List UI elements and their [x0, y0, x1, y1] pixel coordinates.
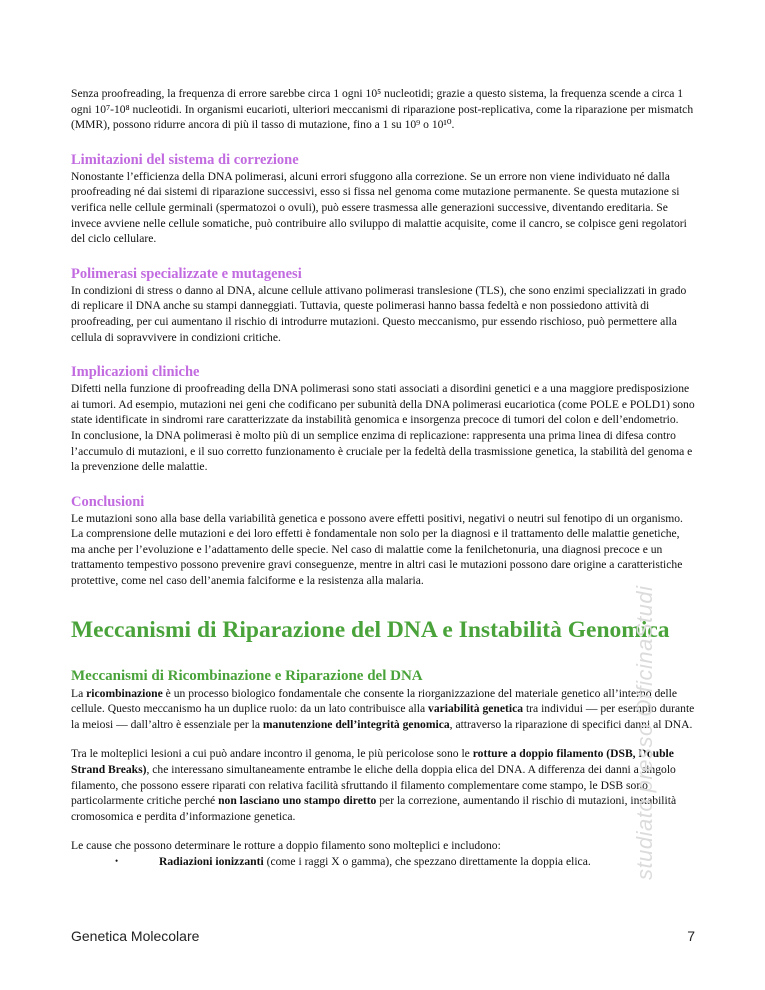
section-body-conclusioni: Le mutazioni sono alla base della variabilità genetica e possono avere effetti positivi, negativi o neutri sul fenotipo di un organismo. La comprensione delle mutazioni e dei loro effetti è fondamentale non solo per la diagnosi e il trattamento delle malattie genetiche, ma anche per l’evoluzione e l’adattamento delle specie. Nel caso di malattie come la fenilchetonuria, una diagnosi precoce e un trattamento tempestivo possono prevenire gravi conseguenze, mentre in altri casi le mutazioni possono dare origine a caratteristiche protettive, come nel caso dell’anemia falciforme e la resistenza alla malaria.: [71, 511, 683, 588]
chapter-paragraph-cause: Le cause che possono determinare le rotture a doppio filamento sono molteplici e includono:: [71, 839, 501, 853]
section-body-polimerasi: In condizioni di stress o danno al DNA, alcune cellule attivano polimerasi translesione (TLS), che sono enzimi specializzati in grado di replicare il DNA anche su stampi danneggiati. Tuttavia, queste polimerasi hanno bassa fedeltà e non possiedono attività di proofreading, per cui aumentano il rischio di introdurre mutazioni. Questo meccanismo, pur essendo rischioso, può permettere alla cellula di sopravvivere in condizioni critiche.: [71, 283, 687, 344]
page-footer: [71, 928, 695, 944]
section-title-polimerasi: Polimerasi specializzate e mutagenesi: [71, 265, 302, 282]
list-item: [115, 854, 695, 870]
footer-title: Genetica Molecolare: [71, 928, 200, 944]
intro-paragraph: Senza proofreading, la frequenza di errore sarebbe circa 1 ogni 10⁵ nucleotidi; grazie a questo sistema, la frequenza scende a circa 1 ogni 10⁷-10⁸ nucleotidi. In organismi eucarioti, ulteriori meccanismi di riparazione post-replicativa, come la riparazione per mismatch (MMR), possono ridurre ancora di più il tasso di mutazione, fino a 1 su 10⁹ o 10¹⁰.: [71, 87, 694, 132]
page-content: [71, 86, 695, 870]
section-body-implicazioni: Difetti nella funzione di proofreading della DNA polimerasi sono stati associati a disordini genetici e a una maggiore predisposizione ai tumori. Ad esempio, mutazioni nei geni che codificano per subunità della DNA polimerasi eucariotica (come POLE e POLD1) sono state identificate in sindromi rare caratterizzate da instabilità genomica e insorgenza precoce di tumori del colon e dell’endometrio.: [71, 382, 695, 427]
section-title-limitazioni: Limitazioni del sistema di correzione: [71, 151, 299, 168]
list-item-text: Radiazioni ionizzanti (come i raggi X o gamma), che spezzano direttamente la doppia elica.: [159, 855, 591, 868]
watermark: studiato presso OfficinaStudi: [632, 585, 657, 880]
bullet-icon: •: [115, 856, 119, 866]
chapter-paragraph-dsb: Tra le molteplici lesioni a cui può andare incontro il genoma, le più pericolose sono le rotture a doppio filamento (DSB, Double Strand Breaks), che interessano simultaneamente entrambe le eliche della doppia elica del DNA. A differenza dei danni a singolo filamento, che possono essere riparati con relativa facilità sfruttando il filamento complementare come stampo, le DSB sono particolarmente critiche perché non lasciano uno stampo diretto per la correzione, aumentando il rischio di mutazioni, instabilità cromosomica e perdita d’informazione genetica.: [71, 747, 677, 823]
chapter-title: Meccanismi di Riparazione del DNA e Instabilità Genomica: [71, 616, 670, 643]
chapter-paragraph-ricombinazione: La ricombinazione è un processo biologico fondamentale che consente la riorganizzazione del materiale genetico all’interno delle cellule. Questo meccanismo ha un duplice ruolo: da un lato contribuisce alla variabilità genetica tra individui — per esempio durante la meiosi — dall’altro è essenziale per la manutenzione dell’integrità genomica, attraverso la riparazione di specifici danni al DNA.: [71, 686, 695, 731]
section-body-implicazioni-conclusione: In conclusione, la DNA polimerasi è molto più di un semplice enzima di replicazione: rappresenta una prima linea di difesa contro l’accumulo di mutazioni, e il suo corretto funzionamento è cruciale per la fedeltà della trasmissione genetica, la stabilità del genoma e la prevenzione delle malattie.: [71, 428, 693, 474]
section-title-implicazioni: Implicazioni cliniche: [71, 364, 200, 381]
section-title-conclusioni: Conclusioni: [71, 493, 145, 510]
section-body-limitazioni: Nonostante l’efficienza della DNA polimerasi, alcuni errori sfuggono alla correzione. Se un errore non viene individuato né dalla proofreading né dai sistemi di riparazione successivi, esso si fissa nel genoma come mutazione permanente. Se questa mutazione si verifica nelle cellule germinali (spermatozoi o ovuli), può essere trasmessa alle generazioni successive, diventando ereditaria. Se invece avviene nelle cellule somatiche, può contribuire allo sviluppo di malattie acquisite, come il cancro, se colpisce geni regolatori del ciclo cellulare.: [71, 169, 687, 246]
subchapter-title: Meccanismi di Ricombinazione e Riparazione del DNA: [71, 667, 423, 684]
page-number: 7: [687, 928, 695, 944]
